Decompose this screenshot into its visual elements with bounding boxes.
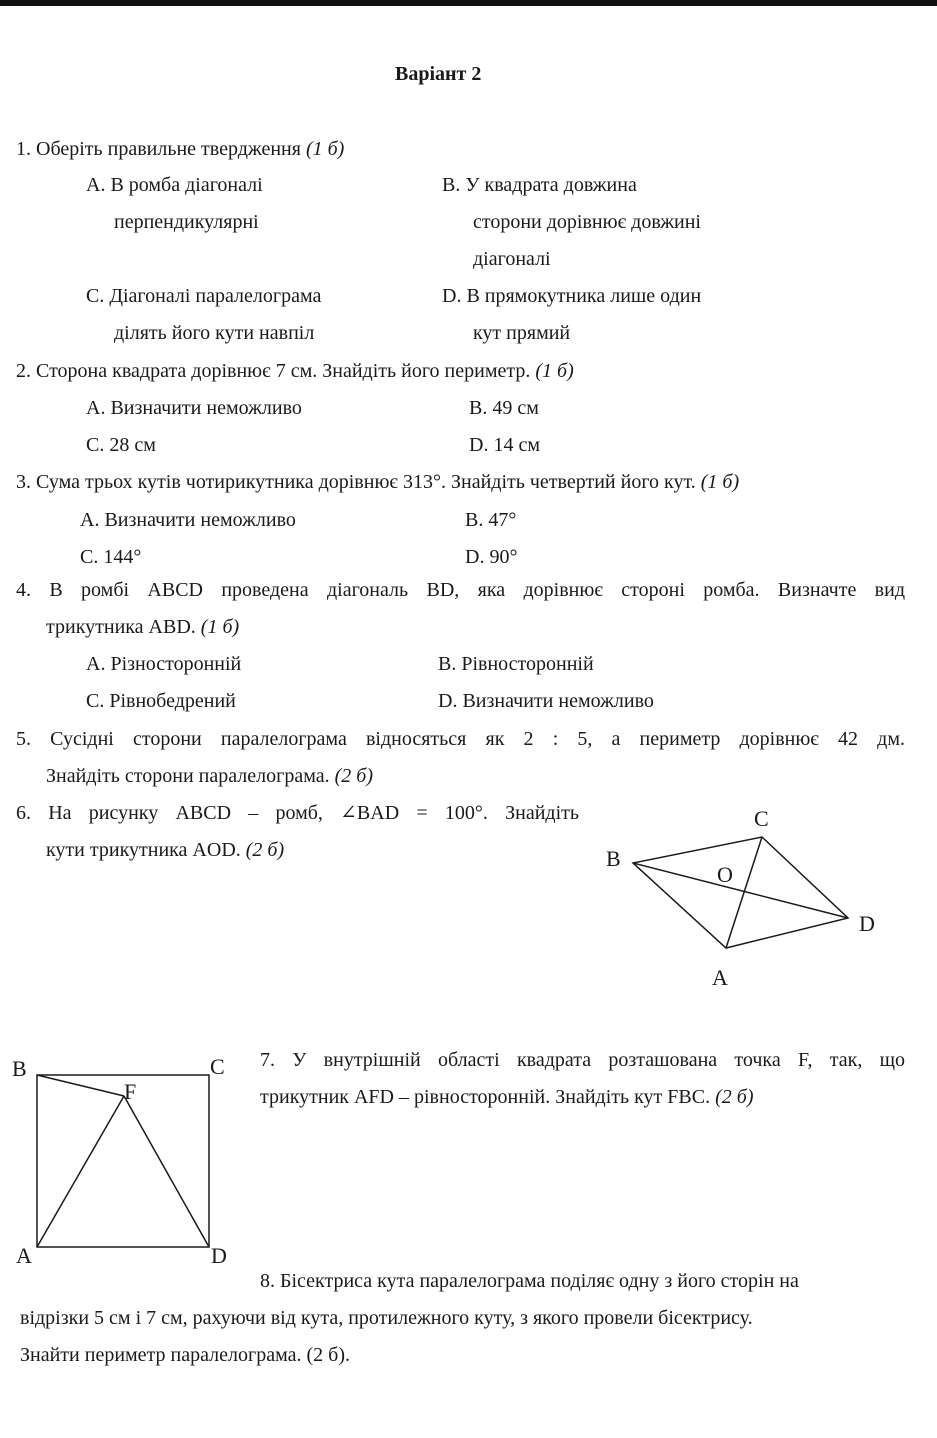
label-f: F <box>124 1079 137 1104</box>
label-d: D <box>859 911 875 936</box>
question-8-cont2: Знайти периметр паралелограма. (2 б). <box>20 1344 350 1366</box>
q1-option-b-cont2: діагоналі <box>473 248 551 270</box>
question-3: 3. Сума трьох кутів чотирикутника дорівнює 313°. Знайдіть четвертий його кут. (1 б) <box>16 471 740 493</box>
q1-option-a-cont: перпендикулярні <box>114 211 259 233</box>
q3-option-c[interactable]: C. 144° <box>80 546 142 568</box>
q2-option-c[interactable]: C. 28 см <box>86 434 156 456</box>
square-abcd <box>37 1075 209 1247</box>
q4-option-d[interactable]: D. Визначити неможливо <box>438 690 654 712</box>
label-c: C <box>754 806 769 831</box>
question-4: 4. В ромбі ABCD проведена діагональ BD, яка дорівнює стороні ромба. Визначте вид <box>16 579 905 601</box>
q1-option-a[interactable]: A. В ромба діагоналі <box>86 174 263 196</box>
diagonal-ac <box>726 837 762 948</box>
question-4-cont: трикутника ABD. (1 б) <box>46 616 240 638</box>
question-6: 6. На рисунку ABCD – ромб, ∠BAD = 100°. Знайдіть <box>16 802 579 824</box>
label-o: O <box>717 862 733 887</box>
square-figure <box>0 1045 250 1275</box>
segment-af <box>37 1096 124 1247</box>
diagonal-bd <box>633 863 848 918</box>
q4-option-c[interactable]: C. Рівнобедрений <box>86 690 236 712</box>
q3-option-a[interactable]: A. Визначити неможливо <box>80 509 296 531</box>
q1-option-b[interactable]: B. У квадрата довжина <box>442 174 637 196</box>
label-a: A <box>712 965 728 990</box>
segment-bf <box>37 1075 124 1096</box>
top-border <box>0 0 937 6</box>
q2-option-d[interactable]: D. 14 см <box>469 434 540 456</box>
question-8-cont: відрізки 5 см і 7 см, рахуючи від кута, протилежного куту, з якого провели бісектрису. <box>20 1307 753 1329</box>
question-2: 2. Сторона квадрата дорівнює 7 см. Знайдіть його периметр. (1 б) <box>16 360 574 382</box>
q1-option-d[interactable]: D. В прямокутника лише один <box>442 285 702 307</box>
question-7: 7. У внутрішній області квадрата розташована точка F, так, що <box>260 1049 905 1071</box>
question-6-cont: кути трикутника AOD. (2 б) <box>46 839 285 861</box>
question-7-cont: трикутник AFD – рівносторонній. Знайдіть кут FBC. (2 б) <box>260 1086 754 1108</box>
q1-option-c-cont: ділять його кути навпіл <box>114 322 315 344</box>
question-5-cont: Знайдіть сторони паралелограма. (2 б) <box>46 765 373 787</box>
label-b: B <box>12 1056 27 1081</box>
question-5: 5. Сусідні сторони паралелограма відносяться як 2 : 5, а периметр дорівнює 42 дм. <box>16 728 905 750</box>
page-title: Варіант 2 <box>395 63 482 85</box>
segment-df <box>124 1096 209 1247</box>
q2-option-b[interactable]: B. 49 см <box>469 397 539 419</box>
question-8: 8. Бісектриса кута паралелограма поділяє одну з його сторін на <box>260 1270 799 1292</box>
rhombus-figure <box>590 800 890 1000</box>
q4-option-b[interactable]: B. Рівносторонній <box>438 653 594 675</box>
q2-option-a[interactable]: A. Визначити неможливо <box>86 397 302 419</box>
label-b: B <box>606 846 621 871</box>
rhombus-abcd <box>633 837 848 948</box>
q1-option-c[interactable]: C. Діагоналі паралелограма <box>86 285 322 307</box>
q1-option-d-cont: кут прямий <box>473 322 571 344</box>
label-c: C <box>210 1054 225 1079</box>
label-a: A <box>16 1243 32 1268</box>
label-d: D <box>211 1243 227 1268</box>
q1-option-b-cont: сторони дорівнює довжині <box>473 211 701 233</box>
q3-option-d[interactable]: D. 90° <box>465 546 518 568</box>
question-1: 1. Оберіть правильне твердження (1 б) <box>16 138 345 160</box>
q3-option-b[interactable]: B. 47° <box>465 509 517 531</box>
q4-option-a[interactable]: A. Різносторонній <box>86 653 242 675</box>
